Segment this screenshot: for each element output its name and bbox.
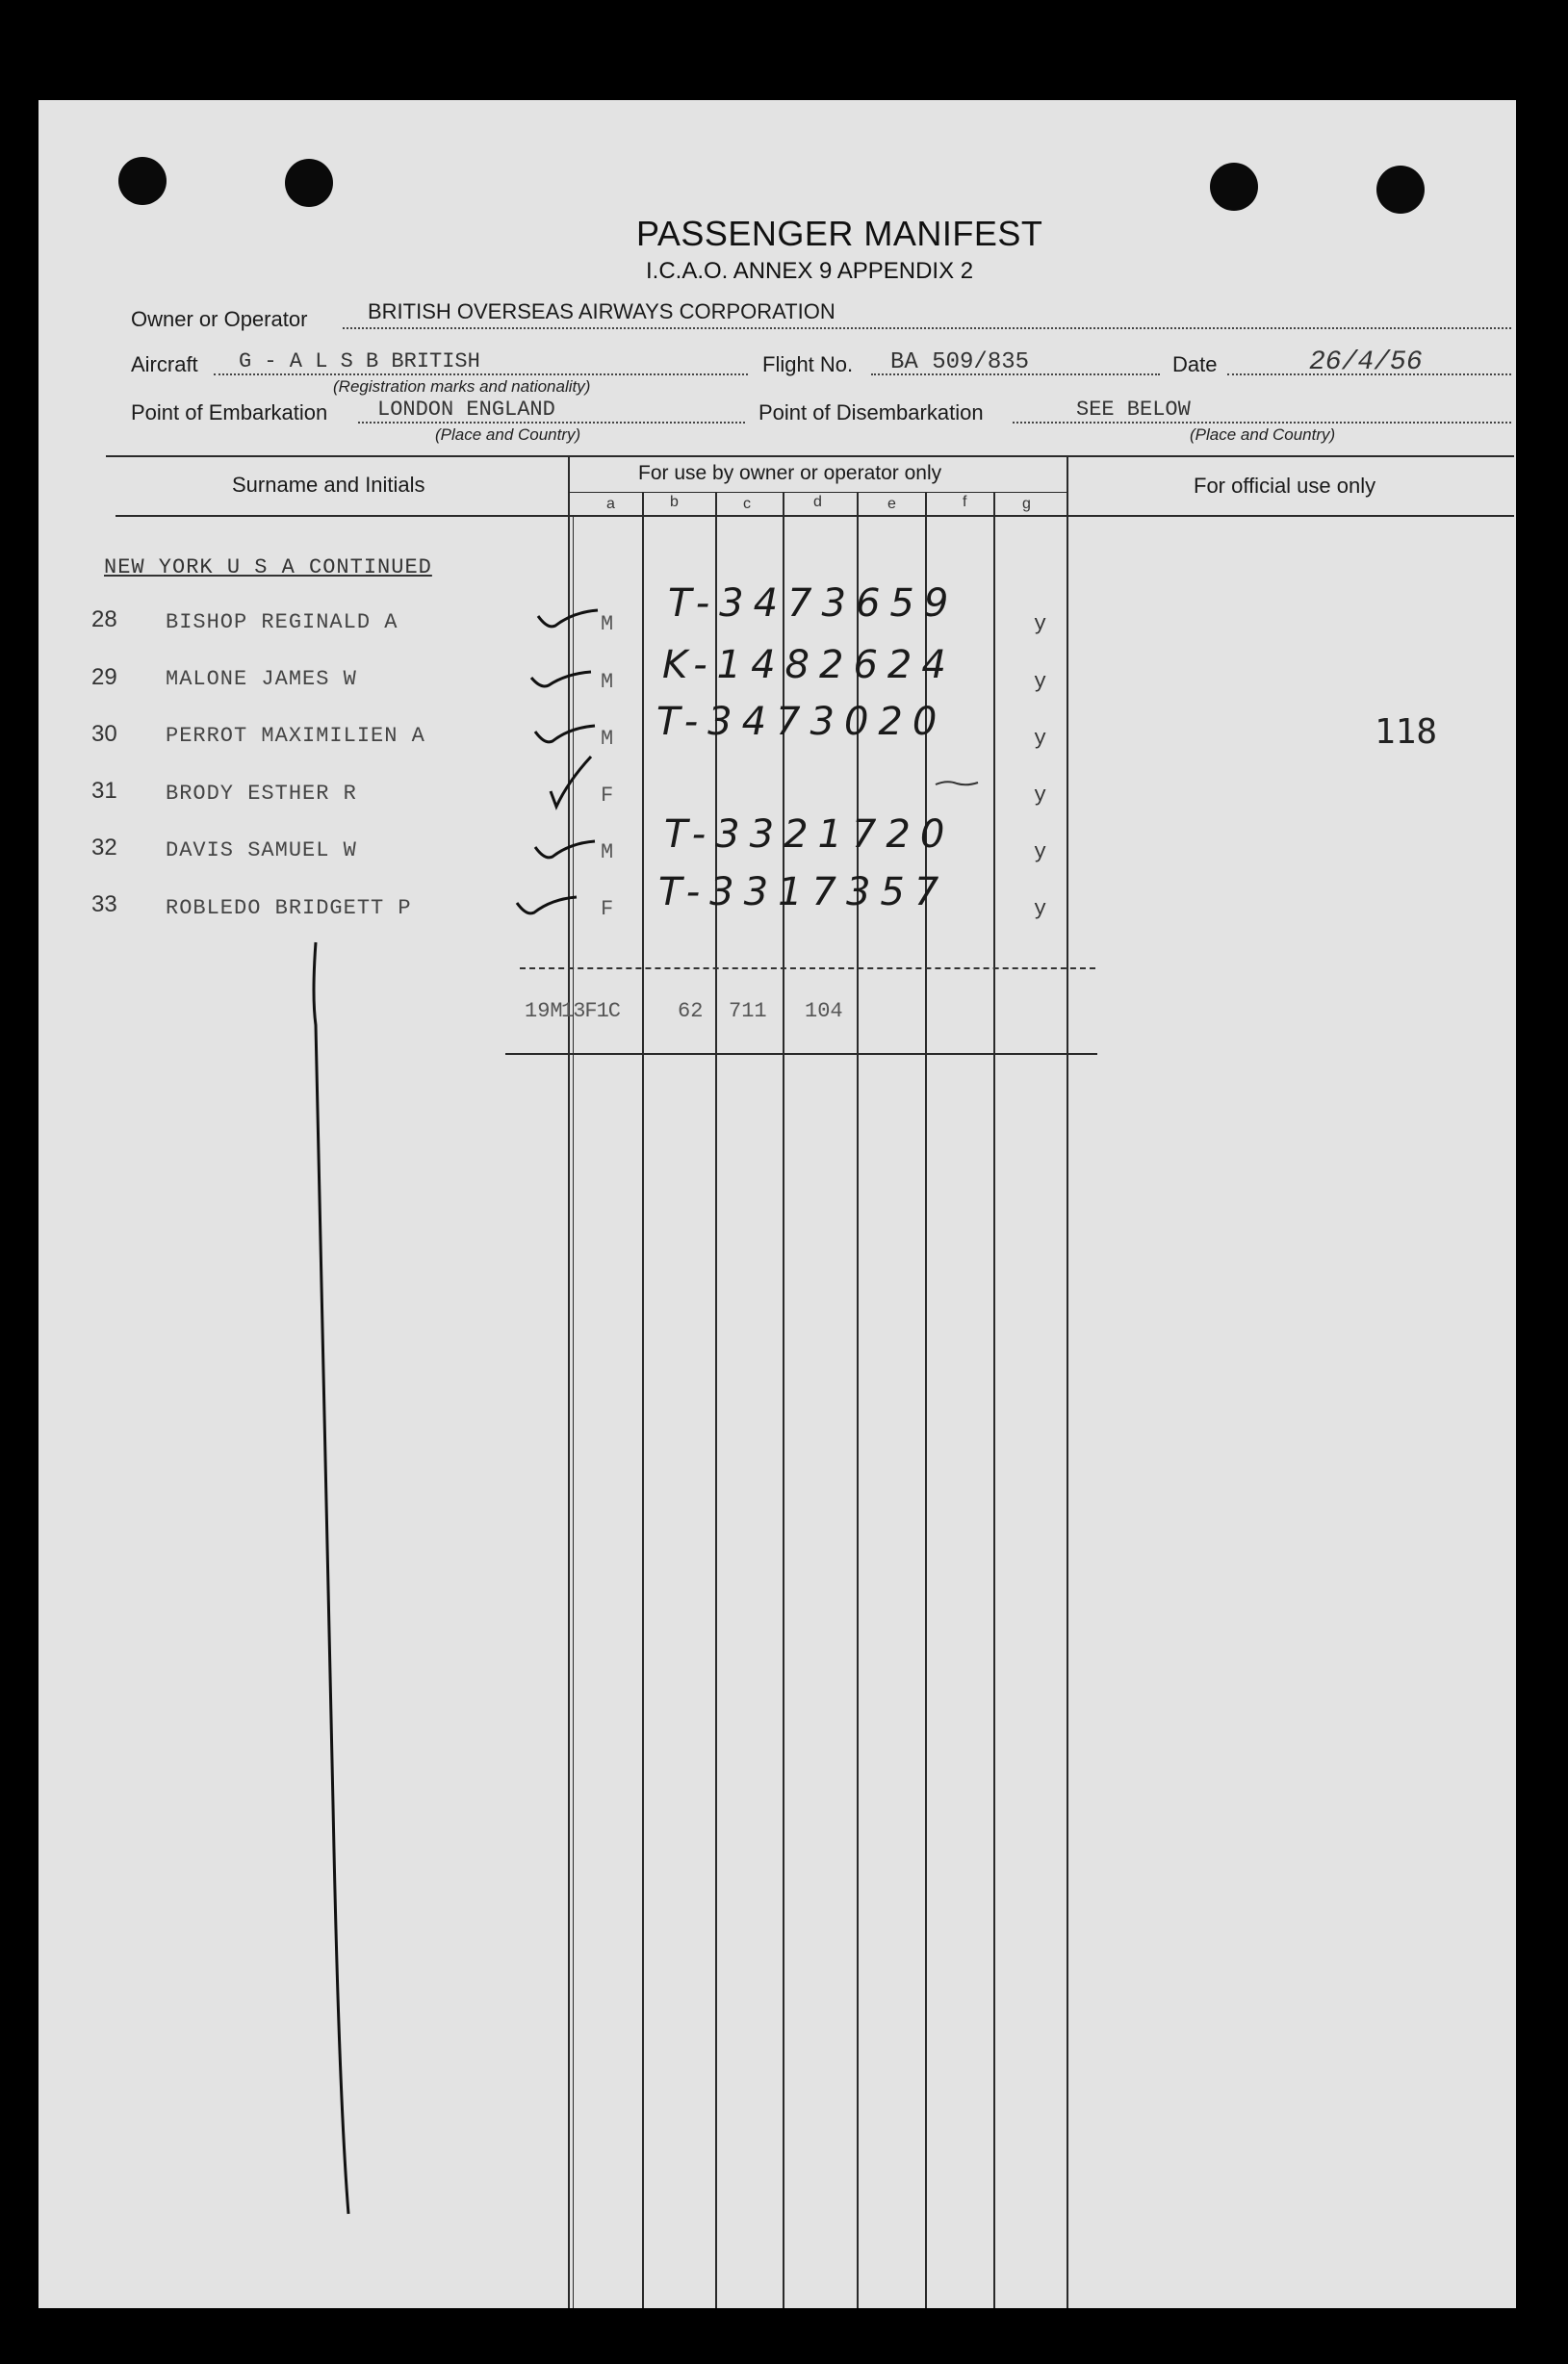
flight-value: BA 509/835 (890, 349, 1030, 375)
disembarkation-value: SEE BELOW (1076, 398, 1191, 422)
subcol-e: e (887, 496, 896, 512)
passenger-name: MALONE JAMES W (166, 667, 357, 691)
aircraft-label: Aircraft (131, 352, 198, 376)
passenger-name: ROBLEDO BRIDGETT P (166, 896, 412, 920)
passenger-name: BISHOP REGINALD A (166, 610, 398, 634)
column-rule (925, 492, 927, 2308)
column-rule (715, 492, 717, 2308)
passenger-name: PERROT MAXIMILIEN A (166, 724, 425, 748)
subcol-a: a (606, 496, 615, 512)
col-official-header: For official use only (1194, 474, 1376, 498)
disembarkation-note: (Place and Country) (1190, 425, 1336, 444)
aircraft-value: G - A L S B BRITISH (239, 349, 480, 373)
disembarkation-label: Point of Disembarkation (758, 400, 984, 424)
passenger-sex: M (601, 727, 614, 751)
flag-mark: y (1034, 670, 1047, 694)
column-rule (1067, 456, 1068, 2308)
total-males: 19M (525, 999, 563, 1023)
check-mark-icon (534, 604, 602, 633)
check-mark-icon (547, 753, 595, 810)
col-owner-use-header: For use by owner or operator only (638, 462, 942, 484)
subcol-c: c (743, 496, 751, 512)
page-title: PASSENGER MANIFEST (636, 214, 1043, 253)
date-value: 26/4/56 (1309, 347, 1423, 377)
flag-mark: y (1034, 612, 1047, 636)
owner-value: BRITISH OVERSEAS AIRWAYS CORPORATION (368, 299, 835, 323)
embarkation-note: (Place and Country) (435, 425, 581, 444)
subcol-g: g (1022, 496, 1031, 512)
row-number: 32 (91, 835, 117, 861)
check-mark-icon (531, 720, 599, 749)
pen-stroke-line (306, 938, 364, 2219)
passenger-name: DAVIS SAMUEL W (166, 838, 357, 862)
column-rule (993, 492, 995, 2308)
col-surname-header: Surname and Initials (232, 473, 425, 497)
subcol-d: d (813, 494, 822, 510)
row-number: 30 (91, 721, 117, 747)
punch-hole (1210, 163, 1258, 211)
official-number: 118 (1375, 712, 1438, 752)
subcol-b: b (670, 494, 679, 510)
passenger-sex: F (601, 897, 614, 921)
section-heading: NEW YORK U S A CONTINUED (104, 555, 432, 579)
aircraft-note: (Registration marks and nationality) (333, 377, 591, 396)
row-number: 31 (91, 778, 117, 804)
total-females-children: 13F1C (561, 999, 621, 1023)
table-top-rule (106, 455, 1514, 457)
subcol-f: f (963, 494, 967, 510)
owner-label: Owner or Operator (131, 307, 308, 331)
flag-mark: y (1034, 897, 1047, 921)
punch-hole (118, 157, 167, 205)
column-rule (783, 492, 784, 2308)
table-header-rule (116, 515, 1514, 517)
flag-mark: y (1034, 840, 1047, 864)
dash-mark-icon (934, 778, 982, 791)
check-mark-icon (527, 664, 595, 693)
check-mark-icon (513, 891, 580, 920)
flag-mark: y (1034, 727, 1047, 751)
total-col-c: 711 (729, 999, 767, 1023)
passenger-sex: M (601, 840, 614, 864)
passenger-name: BRODY ESTHER R (166, 782, 357, 806)
row-number: 28 (91, 606, 117, 632)
ticket-number: T-3317357 (658, 870, 949, 914)
passenger-sex: M (601, 670, 614, 694)
check-mark-icon (531, 835, 599, 864)
passenger-sex: F (601, 784, 614, 808)
totals-bottom-rule (505, 1053, 1097, 1055)
page-subtitle: I.C.A.O. ANNEX 9 APPENDIX 2 (646, 258, 974, 284)
ticket-number: T-3473659 (668, 581, 959, 626)
ticket-number: T-3321720 (664, 812, 955, 857)
date-label: Date (1172, 352, 1218, 376)
punch-hole (285, 159, 333, 207)
total-col-d: 104 (805, 999, 843, 1023)
punch-hole (1376, 166, 1425, 214)
column-rule (642, 492, 644, 2308)
flight-label: Flight No. (762, 352, 854, 376)
passenger-sex: M (601, 612, 614, 636)
row-number: 33 (91, 891, 117, 917)
row-number: 29 (91, 664, 117, 690)
ticket-number: K-1482624 (662, 643, 956, 687)
ticket-number: T-3473020 (656, 700, 947, 744)
column-rule (857, 492, 859, 2308)
totals-top-rule (520, 967, 1095, 969)
embarkation-label: Point of Embarkation (131, 400, 328, 424)
flag-mark: y (1034, 784, 1047, 808)
total-col-b: 62 (678, 999, 704, 1023)
embarkation-value: LONDON ENGLAND (377, 398, 555, 422)
